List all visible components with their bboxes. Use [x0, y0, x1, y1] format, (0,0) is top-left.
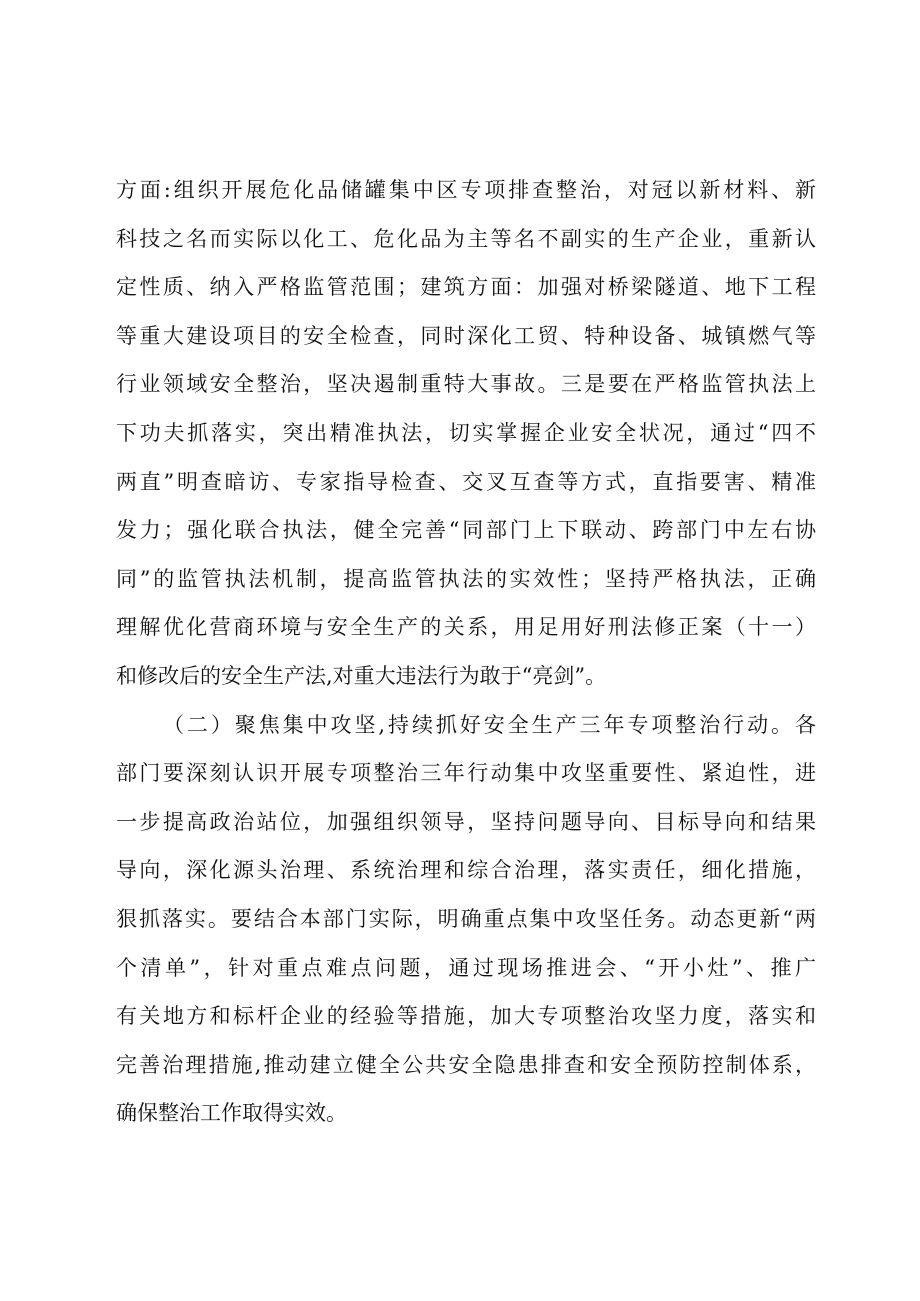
text-line: 理解优化营商环境与安全生产的关系，用足用好刑法修正案（十一） [116, 615, 816, 640]
paragraph-2 [116, 701, 816, 1138]
text-line: 两直”明查暗访、专家指导检查、交叉互查等方式，直指要害、精准 [116, 469, 816, 494]
text-line: 和修改后的安全生产法,对重大违法行为敢于“亮剑”。 [116, 663, 607, 688]
text-line: 下功夫抓落实，突出精准执法，切实掌握企业安全状况，通过“四不 [116, 420, 816, 445]
text-line: 个清单”，针对重点难点问题，通过现场推进会、“开小灶”、推广 [116, 955, 816, 980]
text-line: （二）聚焦集中攻坚,持续抓好安全生产三年专项整治行动。各 [163, 712, 816, 737]
text-line: 发力；强化联合执法，健全完善“同部门上下联动、跨部门中左右协 [116, 518, 816, 543]
text-line: 一步提高政治站位，加强组织领导，坚持问题导向、目标导向和结果 [116, 809, 816, 834]
text-line: 确保整治工作取得实效。 [116, 1101, 347, 1126]
text-line: 导向，深化源头治理、系统治理和综合治理，落实责任，细化措施， [116, 858, 816, 883]
text-line: 等重大建设项目的安全检查，同时深化工贸、特种设备、城镇燃气等 [116, 323, 816, 348]
text-line: 部门要深刻认识开展专项整治三年行动集中攻坚重要性、紧迫性，进 [116, 761, 816, 786]
text-line: 科技之名而实际以化工、危化品为主等名不副实的生产企业，重新认 [116, 226, 816, 251]
text-line: 同”的监管执法机制，提高监管执法的实效性；坚持严格执法，正确 [116, 566, 816, 591]
text-line: 狠抓落实。要结合本部门实际，明确重点集中攻坚任务。动态更新“两 [116, 906, 816, 931]
paragraph-1 [116, 166, 816, 701]
text-line: 行业领域安全整治，坚决遏制重特大事故。三是要在严格监管执法上 [116, 372, 816, 397]
text-line: 定性质、纳入严格监管范围；建筑方面：加强对桥梁隧道、地下工程 [116, 275, 816, 300]
text-line: 完善治理措施,推动建立健全公共安全隐患排查和安全预防控制体系， [116, 1052, 816, 1077]
document-body [116, 166, 816, 1138]
text-line: 有关地方和标杆企业的经验等措施，加大专项整治攻坚力度，落实和 [116, 1004, 816, 1029]
text-line: 方面:组织开展危化品储罐集中区专项排查整治，对冠以新材料、新 [116, 178, 816, 202]
